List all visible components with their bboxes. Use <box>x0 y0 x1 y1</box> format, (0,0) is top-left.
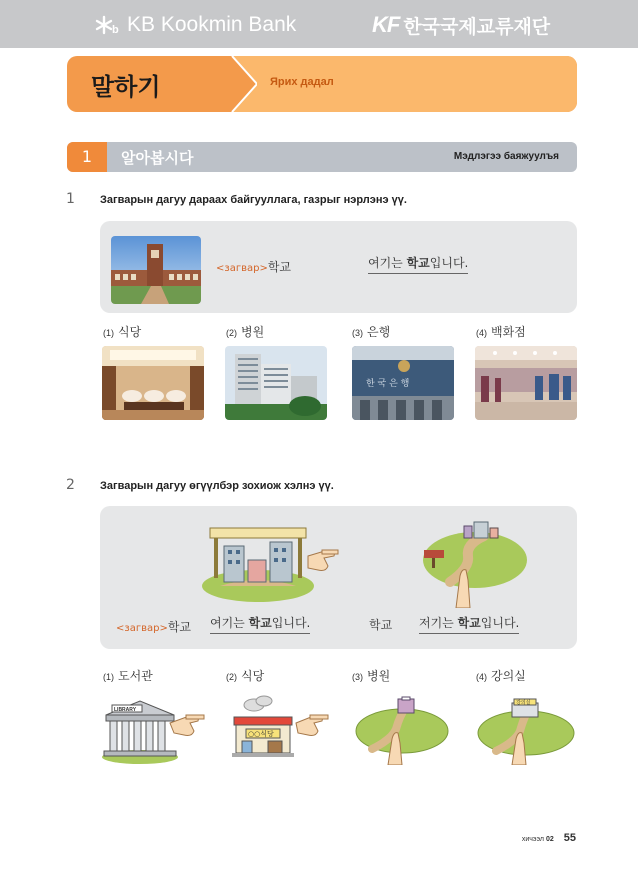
section-header <box>67 142 577 172</box>
example-2-word-2: 학교 <box>369 618 393 632</box>
department-store-photo <box>475 346 577 420</box>
exercise-2-item-2: (2) 식당 <box>226 669 265 683</box>
unit-indicator: хичээл 02 <box>521 836 554 843</box>
sentence-1-pre: 여기는 <box>210 616 249 630</box>
restaurant-sign: ○○식당 <box>248 730 274 738</box>
exercise-2-number: 2 <box>66 477 75 493</box>
sentence-2-bold: 학교 <box>457 616 481 630</box>
kb-star-icon <box>95 14 121 36</box>
example-2-sentence-2 <box>419 614 519 634</box>
kb-kookmin-bank-logo <box>95 11 296 39</box>
exercise-2-item-4: (4) 강의실 <box>476 669 526 683</box>
exercise-2-example-box <box>100 506 577 649</box>
svg-text:한 국 은 행: 한 국 은 행 <box>366 379 410 389</box>
school-there-illustration <box>420 516 530 608</box>
example-2-word-1: 학교 <box>167 620 192 634</box>
bank-photo <box>352 346 454 420</box>
kf-logo-text: 한국국제교류재단 <box>403 15 551 38</box>
school-here-illustration <box>200 520 340 604</box>
exercise-2-item-1: (1) 도서관 <box>103 669 153 683</box>
exercise-1-item-1: (1) 식당 <box>103 325 142 339</box>
sentence-2-pre: 저기는 <box>419 616 458 630</box>
banner-divider <box>227 56 257 112</box>
sentence-post: 입니다. <box>429 256 469 270</box>
kb-logo-text: KB Kookmin Bank <box>127 13 297 36</box>
sentence-pre: 여기는 <box>368 256 407 270</box>
lesson-subtitle: Ярих дадал <box>270 76 334 88</box>
exercise-1-example-box <box>100 221 577 313</box>
top-header-bar <box>0 0 638 48</box>
restaurant-photo <box>102 346 204 420</box>
sentence-1-bold: 학교 <box>248 616 272 630</box>
example-1-sentence <box>368 254 468 274</box>
section-title: 알아봅시다 <box>121 149 194 167</box>
hospital-illustration <box>352 695 460 765</box>
exercise-1-number: 1 <box>66 191 75 207</box>
school-photo <box>111 236 201 304</box>
kf-mark: KF <box>372 12 400 37</box>
sentence-2-post: 입니다. <box>480 616 520 630</box>
page-number: 55 <box>563 832 576 844</box>
example-tag: <загвар> <box>216 263 268 274</box>
section-subtitle: Мэдлэгээ баяжуулъя <box>453 151 559 162</box>
hospital-photo <box>225 346 327 420</box>
page-footer <box>522 832 576 844</box>
lecture-room-illustration <box>474 695 582 765</box>
lesson-banner <box>67 56 577 112</box>
lesson-title: 말하기 <box>91 73 161 101</box>
exercise-2-instruction: Загварын дагуу өгүүлбэр зохиож хэлнэ үү. <box>100 480 334 492</box>
example-word: 학교 <box>267 260 292 274</box>
svg-text:b: b <box>112 24 119 36</box>
exercise-1-item-3: (3) 은행 <box>352 325 391 339</box>
sentence-bold: 학교 <box>406 256 430 270</box>
exercise-1-item-2: (2) 병원 <box>226 325 265 339</box>
example-1-word-row <box>216 256 291 275</box>
exercise-1-item-4: (4) 백화점 <box>476 325 526 339</box>
example-2-tag: <загвар> <box>116 623 168 634</box>
restaurant-illustration <box>228 695 336 765</box>
sentence-1-post: 입니다. <box>271 616 311 630</box>
lecture-room-sign: 강의실 <box>516 700 531 706</box>
exercise-1-instruction: Загварын дагуу дараах байгууллага, газрыг нэрлэнэ үү. <box>100 194 407 206</box>
example-2-sentence-1 <box>210 614 310 634</box>
library-sign: LIBRARY <box>114 707 137 713</box>
kf-foundation-logo <box>372 11 550 39</box>
exercise-2-item-3: (3) 병원 <box>352 669 391 683</box>
library-illustration <box>100 695 208 765</box>
example-2-word-row-1 <box>116 616 191 635</box>
section-number: 1 <box>67 142 107 172</box>
